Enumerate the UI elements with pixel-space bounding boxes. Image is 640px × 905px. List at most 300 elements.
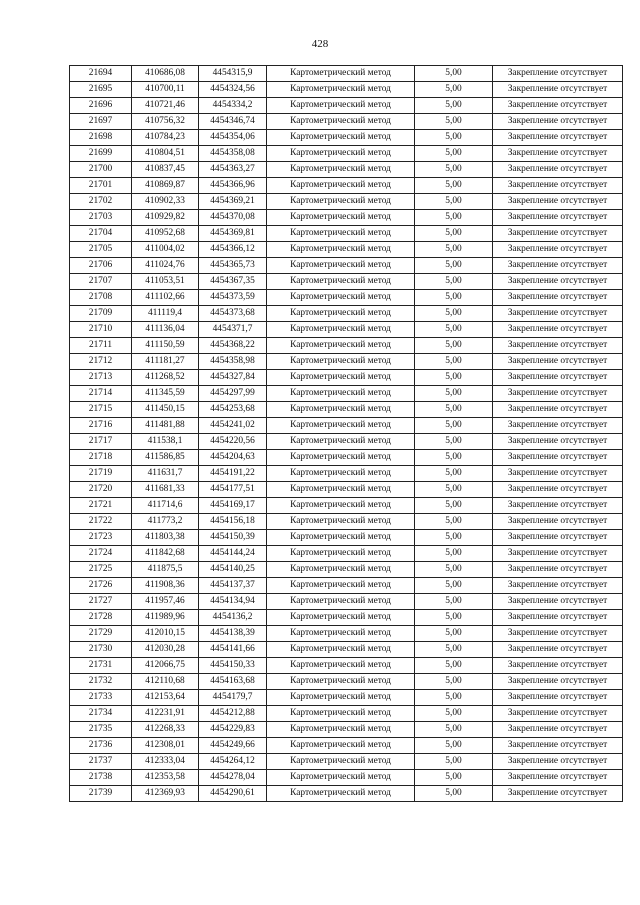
y-coordinate-cell: 4454365,73 <box>199 258 267 274</box>
method-cell: Картометрический метод <box>267 354 415 370</box>
fixing-cell: Закрепление отсутствует <box>493 114 623 130</box>
point-number-cell: 21695 <box>70 82 132 98</box>
table-row <box>70 370 623 386</box>
fixing-cell: Закрепление отсутствует <box>493 290 623 306</box>
point-number-cell: 21733 <box>70 690 132 706</box>
table-row <box>70 210 623 226</box>
method-cell: Картометрический метод <box>267 66 415 82</box>
x-coordinate-cell: 411681,33 <box>132 482 199 498</box>
point-number-cell: 21699 <box>70 146 132 162</box>
y-coordinate-cell: 4454137,37 <box>199 578 267 594</box>
y-coordinate-cell: 4454369,21 <box>199 194 267 210</box>
table-row <box>70 594 623 610</box>
method-cell: Картометрический метод <box>267 402 415 418</box>
point-number-cell: 21696 <box>70 98 132 114</box>
table-row <box>70 514 623 530</box>
table-row <box>70 226 623 242</box>
y-coordinate-cell: 4454346,74 <box>199 114 267 130</box>
table-row <box>70 194 623 210</box>
table-row <box>70 578 623 594</box>
x-coordinate-cell: 411714,6 <box>132 498 199 514</box>
point-number-cell: 21704 <box>70 226 132 242</box>
y-coordinate-cell: 4454204,63 <box>199 450 267 466</box>
table-row <box>70 562 623 578</box>
fixing-cell: Закрепление отсутствует <box>493 674 623 690</box>
x-coordinate-cell: 411024,76 <box>132 258 199 274</box>
method-cell: Картометрический метод <box>267 178 415 194</box>
point-number-cell: 21707 <box>70 274 132 290</box>
y-coordinate-cell: 4454229,83 <box>199 722 267 738</box>
x-coordinate-cell: 411908,36 <box>132 578 199 594</box>
x-coordinate-cell: 411875,5 <box>132 562 199 578</box>
point-number-cell: 21732 <box>70 674 132 690</box>
point-number-cell: 21702 <box>70 194 132 210</box>
y-coordinate-cell: 4454334,2 <box>199 98 267 114</box>
y-coordinate-cell: 4454177,51 <box>199 482 267 498</box>
accuracy-cell: 5,00 <box>415 706 493 722</box>
accuracy-cell: 5,00 <box>415 210 493 226</box>
y-coordinate-cell: 4454156,18 <box>199 514 267 530</box>
table-row <box>70 386 623 402</box>
table-row <box>70 690 623 706</box>
x-coordinate-cell: 411773,2 <box>132 514 199 530</box>
x-coordinate-cell: 412333,04 <box>132 754 199 770</box>
accuracy-cell: 5,00 <box>415 258 493 274</box>
x-coordinate-cell: 411803,38 <box>132 530 199 546</box>
accuracy-cell: 5,00 <box>415 642 493 658</box>
table-row <box>70 466 623 482</box>
method-cell: Картометрический метод <box>267 738 415 754</box>
fixing-cell: Закрепление отсутствует <box>493 66 623 82</box>
y-coordinate-cell: 4454315,9 <box>199 66 267 82</box>
accuracy-cell: 5,00 <box>415 338 493 354</box>
y-coordinate-cell: 4454297,99 <box>199 386 267 402</box>
method-cell: Картометрический метод <box>267 194 415 210</box>
point-number-cell: 21731 <box>70 658 132 674</box>
x-coordinate-cell: 411631,7 <box>132 466 199 482</box>
fixing-cell: Закрепление отсутствует <box>493 594 623 610</box>
table-row <box>70 658 623 674</box>
x-coordinate-cell: 412066,75 <box>132 658 199 674</box>
x-coordinate-cell: 412030,28 <box>132 642 199 658</box>
y-coordinate-cell: 4454324,56 <box>199 82 267 98</box>
x-coordinate-cell: 411268,52 <box>132 370 199 386</box>
point-number-cell: 21713 <box>70 370 132 386</box>
method-cell: Картометрический метод <box>267 642 415 658</box>
accuracy-cell: 5,00 <box>415 786 493 802</box>
accuracy-cell: 5,00 <box>415 546 493 562</box>
table-row <box>70 722 623 738</box>
fixing-cell: Закрепление отсутствует <box>493 210 623 226</box>
point-number-cell: 21708 <box>70 290 132 306</box>
fixing-cell: Закрепление отсутствует <box>493 690 623 706</box>
method-cell: Картометрический метод <box>267 338 415 354</box>
accuracy-cell: 5,00 <box>415 754 493 770</box>
point-number-cell: 21726 <box>70 578 132 594</box>
x-coordinate-cell: 411989,96 <box>132 610 199 626</box>
fixing-cell: Закрепление отсутствует <box>493 578 623 594</box>
method-cell: Картометрический метод <box>267 770 415 786</box>
accuracy-cell: 5,00 <box>415 194 493 210</box>
accuracy-cell: 5,00 <box>415 578 493 594</box>
y-coordinate-cell: 4454138,39 <box>199 626 267 642</box>
method-cell: Картометрический метод <box>267 418 415 434</box>
y-coordinate-cell: 4454141,66 <box>199 642 267 658</box>
point-number-cell: 21738 <box>70 770 132 786</box>
x-coordinate-cell: 411119,4 <box>132 306 199 322</box>
method-cell: Картометрический метод <box>267 498 415 514</box>
table-row <box>70 306 623 322</box>
fixing-cell: Закрепление отсутствует <box>493 370 623 386</box>
fixing-cell: Закрепление отсутствует <box>493 386 623 402</box>
method-cell: Картометрический метод <box>267 530 415 546</box>
method-cell: Картометрический метод <box>267 210 415 226</box>
method-cell: Картометрический метод <box>267 690 415 706</box>
coordinates-table <box>69 65 623 802</box>
x-coordinate-cell: 411450,15 <box>132 402 199 418</box>
accuracy-cell: 5,00 <box>415 482 493 498</box>
accuracy-cell: 5,00 <box>415 290 493 306</box>
y-coordinate-cell: 4454136,2 <box>199 610 267 626</box>
point-number-cell: 21721 <box>70 498 132 514</box>
y-coordinate-cell: 4454358,98 <box>199 354 267 370</box>
method-cell: Картометрический метод <box>267 226 415 242</box>
table-row <box>70 114 623 130</box>
fixing-cell: Закрепление отсутствует <box>493 338 623 354</box>
y-coordinate-cell: 4454363,27 <box>199 162 267 178</box>
method-cell: Картометрический метод <box>267 786 415 802</box>
point-number-cell: 21737 <box>70 754 132 770</box>
y-coordinate-cell: 4454366,96 <box>199 178 267 194</box>
table-row <box>70 98 623 114</box>
accuracy-cell: 5,00 <box>415 514 493 530</box>
y-coordinate-cell: 4454191,22 <box>199 466 267 482</box>
y-coordinate-cell: 4454368,22 <box>199 338 267 354</box>
y-coordinate-cell: 4454358,08 <box>199 146 267 162</box>
x-coordinate-cell: 411957,46 <box>132 594 199 610</box>
method-cell: Картометрический метод <box>267 562 415 578</box>
table-row <box>70 674 623 690</box>
table-row <box>70 354 623 370</box>
method-cell: Картометрический метод <box>267 722 415 738</box>
point-number-cell: 21705 <box>70 242 132 258</box>
point-number-cell: 21701 <box>70 178 132 194</box>
x-coordinate-cell: 412268,33 <box>132 722 199 738</box>
method-cell: Картометрический метод <box>267 514 415 530</box>
accuracy-cell: 5,00 <box>415 402 493 418</box>
y-coordinate-cell: 4454373,68 <box>199 306 267 322</box>
x-coordinate-cell: 410837,45 <box>132 162 199 178</box>
fixing-cell: Закрепление отсутствует <box>493 610 623 626</box>
y-coordinate-cell: 4454366,12 <box>199 242 267 258</box>
y-coordinate-cell: 4454278,04 <box>199 770 267 786</box>
accuracy-cell: 5,00 <box>415 98 493 114</box>
table-row <box>70 546 623 562</box>
table-row <box>70 738 623 754</box>
x-coordinate-cell: 410929,82 <box>132 210 199 226</box>
accuracy-cell: 5,00 <box>415 242 493 258</box>
accuracy-cell: 5,00 <box>415 66 493 82</box>
fixing-cell: Закрепление отсутствует <box>493 274 623 290</box>
fixing-cell: Закрепление отсутствует <box>493 402 623 418</box>
y-coordinate-cell: 4454179,7 <box>199 690 267 706</box>
x-coordinate-cell: 411004,02 <box>132 242 199 258</box>
point-number-cell: 21711 <box>70 338 132 354</box>
point-number-cell: 21703 <box>70 210 132 226</box>
fixing-cell: Закрепление отсутствует <box>493 434 623 450</box>
accuracy-cell: 5,00 <box>415 162 493 178</box>
accuracy-cell: 5,00 <box>415 306 493 322</box>
y-coordinate-cell: 4454212,88 <box>199 706 267 722</box>
point-number-cell: 21718 <box>70 450 132 466</box>
method-cell: Картометрический метод <box>267 386 415 402</box>
table-row <box>70 498 623 514</box>
fixing-cell: Закрепление отсутствует <box>493 546 623 562</box>
method-cell: Картометрический метод <box>267 162 415 178</box>
table-row <box>70 242 623 258</box>
fixing-cell: Закрепление отсутствует <box>493 770 623 786</box>
method-cell: Картометрический метод <box>267 322 415 338</box>
fixing-cell: Закрепление отсутствует <box>493 450 623 466</box>
method-cell: Картометрический метод <box>267 674 415 690</box>
accuracy-cell: 5,00 <box>415 178 493 194</box>
y-coordinate-cell: 4454150,33 <box>199 658 267 674</box>
accuracy-cell: 5,00 <box>415 674 493 690</box>
y-coordinate-cell: 4454150,39 <box>199 530 267 546</box>
table-row <box>70 626 623 642</box>
fixing-cell: Закрепление отсутствует <box>493 530 623 546</box>
y-coordinate-cell: 4454373,59 <box>199 290 267 306</box>
table-row <box>70 642 623 658</box>
point-number-cell: 21697 <box>70 114 132 130</box>
accuracy-cell: 5,00 <box>415 562 493 578</box>
x-coordinate-cell: 410686,08 <box>132 66 199 82</box>
table-row <box>70 322 623 338</box>
table-row <box>70 66 623 82</box>
x-coordinate-cell: 411136,04 <box>132 322 199 338</box>
table-row <box>70 162 623 178</box>
method-cell: Картометрический метод <box>267 706 415 722</box>
x-coordinate-cell: 412369,93 <box>132 786 199 802</box>
accuracy-cell: 5,00 <box>415 146 493 162</box>
y-coordinate-cell: 4454134,94 <box>199 594 267 610</box>
point-number-cell: 21736 <box>70 738 132 754</box>
accuracy-cell: 5,00 <box>415 386 493 402</box>
point-number-cell: 21730 <box>70 642 132 658</box>
x-coordinate-cell: 411538,1 <box>132 434 199 450</box>
table-row <box>70 770 623 786</box>
point-number-cell: 21717 <box>70 434 132 450</box>
fixing-cell: Закрепление отсутствует <box>493 642 623 658</box>
x-coordinate-cell: 411150,59 <box>132 338 199 354</box>
method-cell: Картометрический метод <box>267 482 415 498</box>
y-coordinate-cell: 4454169,17 <box>199 498 267 514</box>
x-coordinate-cell: 412308,01 <box>132 738 199 754</box>
table-row <box>70 530 623 546</box>
x-coordinate-cell: 410721,46 <box>132 98 199 114</box>
x-coordinate-cell: 411053,51 <box>132 274 199 290</box>
method-cell: Картометрический метод <box>267 306 415 322</box>
method-cell: Картометрический метод <box>267 626 415 642</box>
fixing-cell: Закрепление отсутствует <box>493 626 623 642</box>
x-coordinate-cell: 412010,15 <box>132 626 199 642</box>
y-coordinate-cell: 4454144,24 <box>199 546 267 562</box>
table-row <box>70 706 623 722</box>
table-row <box>70 418 623 434</box>
table-row <box>70 402 623 418</box>
table-row <box>70 290 623 306</box>
y-coordinate-cell: 4454371,7 <box>199 322 267 338</box>
fixing-cell: Закрепление отсутствует <box>493 658 623 674</box>
point-number-cell: 21734 <box>70 706 132 722</box>
y-coordinate-cell: 4454140,25 <box>199 562 267 578</box>
method-cell: Картометрический метод <box>267 258 415 274</box>
fixing-cell: Закрепление отсутствует <box>493 562 623 578</box>
method-cell: Картометрический метод <box>267 610 415 626</box>
x-coordinate-cell: 411181,27 <box>132 354 199 370</box>
page-number: 428 <box>311 38 329 50</box>
point-number-cell: 21729 <box>70 626 132 642</box>
method-cell: Картометрический метод <box>267 578 415 594</box>
y-coordinate-cell: 4454354,06 <box>199 130 267 146</box>
x-coordinate-cell: 412353,58 <box>132 770 199 786</box>
point-number-cell: 21712 <box>70 354 132 370</box>
accuracy-cell: 5,00 <box>415 274 493 290</box>
x-coordinate-cell: 412153,64 <box>132 690 199 706</box>
method-cell: Картометрический метод <box>267 82 415 98</box>
y-coordinate-cell: 4454327,84 <box>199 370 267 386</box>
accuracy-cell: 5,00 <box>415 498 493 514</box>
y-coordinate-cell: 4454290,61 <box>199 786 267 802</box>
table-row <box>70 146 623 162</box>
table-body <box>70 66 623 802</box>
y-coordinate-cell: 4454220,56 <box>199 434 267 450</box>
fixing-cell: Закрепление отсутствует <box>493 354 623 370</box>
accuracy-cell: 5,00 <box>415 130 493 146</box>
fixing-cell: Закрепление отсутствует <box>493 178 623 194</box>
method-cell: Картометрический метод <box>267 658 415 674</box>
method-cell: Картометрический метод <box>267 274 415 290</box>
x-coordinate-cell: 411481,88 <box>132 418 199 434</box>
fixing-cell: Закрепление отсутствует <box>493 194 623 210</box>
method-cell: Картометрический метод <box>267 98 415 114</box>
accuracy-cell: 5,00 <box>415 354 493 370</box>
fixing-cell: Закрепление отсутствует <box>493 706 623 722</box>
point-number-cell: 21715 <box>70 402 132 418</box>
point-number-cell: 21727 <box>70 594 132 610</box>
x-coordinate-cell: 410804,51 <box>132 146 199 162</box>
x-coordinate-cell: 412231,91 <box>132 706 199 722</box>
x-coordinate-cell: 410869,87 <box>132 178 199 194</box>
fixing-cell: Закрепление отсутствует <box>493 482 623 498</box>
method-cell: Картометрический метод <box>267 466 415 482</box>
accuracy-cell: 5,00 <box>415 594 493 610</box>
table-row <box>70 274 623 290</box>
point-number-cell: 21710 <box>70 322 132 338</box>
y-coordinate-cell: 4454253,68 <box>199 402 267 418</box>
table-row <box>70 130 623 146</box>
fixing-cell: Закрепление отсутствует <box>493 82 623 98</box>
accuracy-cell: 5,00 <box>415 690 493 706</box>
point-number-cell: 21728 <box>70 610 132 626</box>
point-number-cell: 21722 <box>70 514 132 530</box>
fixing-cell: Закрепление отсутствует <box>493 226 623 242</box>
point-number-cell: 21739 <box>70 786 132 802</box>
point-number-cell: 21709 <box>70 306 132 322</box>
y-coordinate-cell: 4454370,08 <box>199 210 267 226</box>
fixing-cell: Закрепление отсутствует <box>493 322 623 338</box>
method-cell: Картометрический метод <box>267 434 415 450</box>
accuracy-cell: 5,00 <box>415 722 493 738</box>
method-cell: Картометрический метод <box>267 146 415 162</box>
fixing-cell: Закрепление отсутствует <box>493 466 623 482</box>
accuracy-cell: 5,00 <box>415 738 493 754</box>
fixing-cell: Закрепление отсутствует <box>493 306 623 322</box>
point-number-cell: 21694 <box>70 66 132 82</box>
fixing-cell: Закрепление отсутствует <box>493 514 623 530</box>
table-row <box>70 434 623 450</box>
point-number-cell: 21706 <box>70 258 132 274</box>
x-coordinate-cell: 411842,68 <box>132 546 199 562</box>
point-number-cell: 21724 <box>70 546 132 562</box>
accuracy-cell: 5,00 <box>415 610 493 626</box>
y-coordinate-cell: 4454367,35 <box>199 274 267 290</box>
method-cell: Картометрический метод <box>267 130 415 146</box>
accuracy-cell: 5,00 <box>415 226 493 242</box>
table-row <box>70 258 623 274</box>
x-coordinate-cell: 411345,59 <box>132 386 199 402</box>
accuracy-cell: 5,00 <box>415 466 493 482</box>
y-coordinate-cell: 4454163,68 <box>199 674 267 690</box>
fixing-cell: Закрепление отсутствует <box>493 242 623 258</box>
table-row <box>70 178 623 194</box>
point-number-cell: 21700 <box>70 162 132 178</box>
fixing-cell: Закрепление отсутствует <box>493 418 623 434</box>
method-cell: Картометрический метод <box>267 370 415 386</box>
method-cell: Картометрический метод <box>267 450 415 466</box>
x-coordinate-cell: 410784,23 <box>132 130 199 146</box>
table-row <box>70 82 623 98</box>
table-row <box>70 754 623 770</box>
y-coordinate-cell: 4454369,81 <box>199 226 267 242</box>
point-number-cell: 21698 <box>70 130 132 146</box>
point-number-cell: 21735 <box>70 722 132 738</box>
accuracy-cell: 5,00 <box>415 450 493 466</box>
method-cell: Картометрический метод <box>267 242 415 258</box>
point-number-cell: 21725 <box>70 562 132 578</box>
y-coordinate-cell: 4454249,66 <box>199 738 267 754</box>
fixing-cell: Закрепление отсутствует <box>493 498 623 514</box>
accuracy-cell: 5,00 <box>415 82 493 98</box>
fixing-cell: Закрепление отсутствует <box>493 738 623 754</box>
accuracy-cell: 5,00 <box>415 418 493 434</box>
x-coordinate-cell: 412110,68 <box>132 674 199 690</box>
table-row <box>70 450 623 466</box>
accuracy-cell: 5,00 <box>415 322 493 338</box>
x-coordinate-cell: 411102,66 <box>132 290 199 306</box>
x-coordinate-cell: 410756,32 <box>132 114 199 130</box>
fixing-cell: Закрепление отсутствует <box>493 162 623 178</box>
method-cell: Картометрический метод <box>267 114 415 130</box>
point-number-cell: 21714 <box>70 386 132 402</box>
fixing-cell: Закрепление отсутствует <box>493 722 623 738</box>
accuracy-cell: 5,00 <box>415 658 493 674</box>
point-number-cell: 21716 <box>70 418 132 434</box>
y-coordinate-cell: 4454241,02 <box>199 418 267 434</box>
fixing-cell: Закрепление отсутствует <box>493 786 623 802</box>
x-coordinate-cell: 410952,68 <box>132 226 199 242</box>
accuracy-cell: 5,00 <box>415 114 493 130</box>
